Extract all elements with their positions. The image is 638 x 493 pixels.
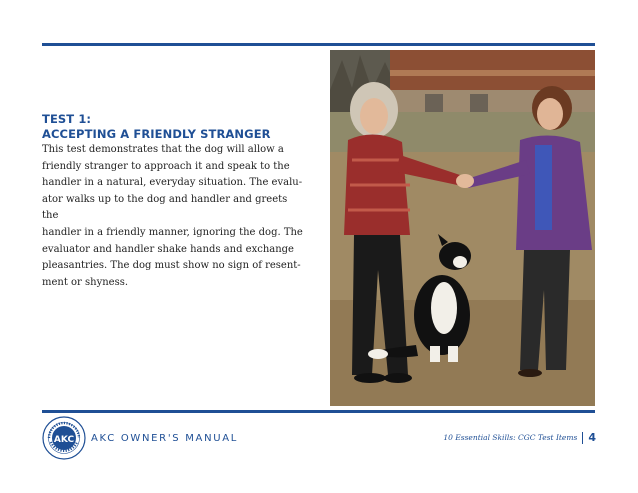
body-line: evaluator and handler shake hands and exchange: [42, 243, 294, 255]
series-title: 10 Essential Skills: CGC Test Items: [443, 433, 578, 442]
top-divider: [42, 43, 595, 46]
body-line: ment or shyness.: [42, 276, 129, 288]
body-line: pleasantries. The dog must show no sign of resent-: [42, 260, 301, 272]
logo-akc-text: AKC: [53, 435, 75, 445]
body-line: handler in a natural, everyday situation. The evalu-: [42, 177, 303, 189]
body-line: This test demonstrates that the dog will allow a: [42, 144, 284, 155]
body-line: friendly stranger to approach it and speak to the: [42, 160, 290, 172]
photo-illustration: [330, 50, 595, 406]
manual-title: AKC OWNER'S MANUAL: [91, 433, 239, 444]
akc-seal-logo: [42, 416, 86, 460]
body-line: handler in a friendly manner, ignoring the dog. The: [42, 226, 303, 238]
test-number: TEST 1:: [42, 112, 92, 126]
page-number: 4: [588, 431, 596, 444]
test-body: [42, 142, 304, 291]
footer-page-info: [443, 431, 596, 444]
handshake-photo: [330, 50, 595, 406]
test-description: [42, 112, 304, 291]
bottom-divider: [42, 410, 595, 413]
footer-separator: [582, 432, 583, 444]
test-title: ACCEPTING A FRIENDLY STRANGER: [42, 127, 271, 141]
body-line: ator walks up to the dog and handler and greets the: [42, 193, 288, 222]
